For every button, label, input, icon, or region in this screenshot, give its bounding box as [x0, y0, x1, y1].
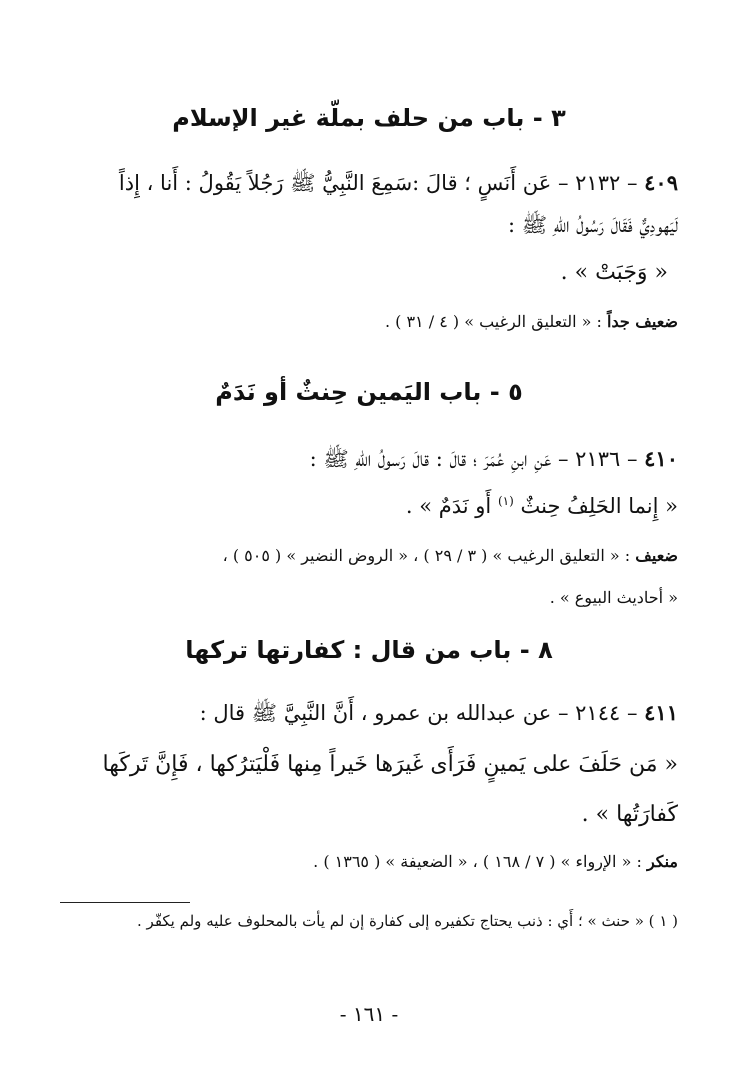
section-heading: ٥ - باب اليَمين حِنثٌ أو نَدَمٌ	[215, 378, 523, 406]
hadith-quote	[60, 494, 678, 518]
footnote-separator	[60, 902, 190, 903]
hadith-number: ٤١١	[644, 700, 678, 725]
grade-source: : « التعليق الرغيب » ( ٣ / ٢٩ ) ، « الروض النضير » ( ٥٠٥ ) ،	[222, 546, 631, 565]
quote-text: أَو نَدَمٌ » .	[405, 494, 492, 518]
grade-line	[60, 546, 678, 565]
grade-label: منكر	[646, 852, 678, 871]
hadith-text: – ٢١٣٢ – عَن أَنَسٍ ؛ قالَ :سَمِعَ النَّبِيُّ ﷺ رَجُلاً يَقُولُ : أَنا ، إِذاً	[118, 171, 638, 195]
page-number: - ١٦١ -	[339, 1002, 399, 1026]
section-heading: ٣ - باب من حلف بملّة غير الإسلام	[172, 104, 566, 132]
hadith-quote: « وَجَبَتْ » .	[560, 260, 668, 285]
hadith-line	[60, 170, 678, 201]
hadith-line	[60, 700, 678, 731]
grade-line	[60, 852, 678, 871]
hadith-line: لَيَهودِيٌّ فَقَالَ رَسُولُ اللّهِ ﷺ :	[507, 213, 678, 237]
hadith-number: ٤١٠	[644, 446, 678, 471]
hadith-number: ٤٠٩	[644, 170, 678, 195]
footnote-marker: (١)	[497, 494, 514, 508]
footnote: ( ١ ) « حنث » ؛ أَي : ذنب يحتاج تكفيره إلى كفارة إن لم يأت بالمحلوف عليه ولم يكفّر .	[137, 912, 678, 930]
quote-text: « إِنما الحَلِفُ حِنثٌ	[520, 494, 678, 518]
hadith-line	[60, 446, 678, 477]
grade-line-continued: « أحاديث البيوع » .	[549, 588, 678, 607]
hadith-text: – ٢١٤٤ – عن عبدالله بن عمرو ، أَنَّ النَّبِيَّ ﷺ قال :	[199, 701, 638, 725]
grade-label: ضعيف جداً	[607, 312, 678, 331]
grade-line	[60, 312, 678, 331]
grade-label: ضعيف	[635, 546, 678, 565]
hadith-quote: « مَن حَلَفَ على يَمينٍ فَرَأَى غَيرَها خَيراً مِنها فَلْيَترُكها ، فَإِنَّ تَركَها	[102, 752, 678, 777]
hadith-quote: كَفارَتُها » .	[581, 802, 678, 827]
section-heading: ٨ - باب من قال : كفارتها تركها	[185, 636, 553, 664]
grade-source: : « الإرواء » ( ٧ / ١٦٨ ) ، « الضعيفة » ( ١٣٦٥ ) .	[313, 852, 642, 871]
hadith-text: – ٢١٣٦ – عَنِ ابنِ عُمَرَ ؛ قالَ : قالَ رَسولُ اللّهِ ﷺ :	[309, 447, 638, 471]
grade-source: : « التعليق الرغيب » ( ٤ / ٣١ ) .	[384, 312, 602, 331]
